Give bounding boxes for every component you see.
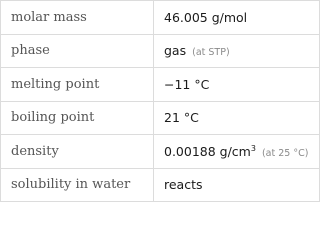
property-value: reacts xyxy=(164,177,203,193)
unit-exponent: 3 xyxy=(250,143,256,153)
property-label: molar mass xyxy=(1,1,154,35)
property-label: boiling point xyxy=(1,101,154,135)
property-value-cell xyxy=(154,101,320,135)
table-row xyxy=(1,101,320,135)
property-value-cell xyxy=(154,34,320,68)
property-label: solubility in water xyxy=(1,168,154,202)
property-value-cell xyxy=(154,1,320,35)
property-label: density xyxy=(1,135,154,169)
property-condition-note: (at 25 °C) xyxy=(261,147,309,159)
property-value: 21 °C xyxy=(164,110,199,126)
table-row xyxy=(1,68,320,102)
property-condition-note: (at STP) xyxy=(192,47,230,59)
property-value-cell xyxy=(154,168,320,202)
property-value-cell xyxy=(154,135,320,169)
table-row xyxy=(1,135,320,169)
table-row xyxy=(1,1,320,35)
property-value: −11 °C xyxy=(164,76,210,92)
property-value: 46.005 g/mol xyxy=(164,9,248,25)
property-value-cell xyxy=(154,68,320,102)
property-label: melting point xyxy=(1,68,154,102)
property-label: phase xyxy=(1,34,154,68)
table-row xyxy=(1,168,320,202)
property-value: 0.00188 g/cm xyxy=(164,143,251,159)
table-row xyxy=(1,34,320,68)
property-value: gas xyxy=(164,43,187,59)
